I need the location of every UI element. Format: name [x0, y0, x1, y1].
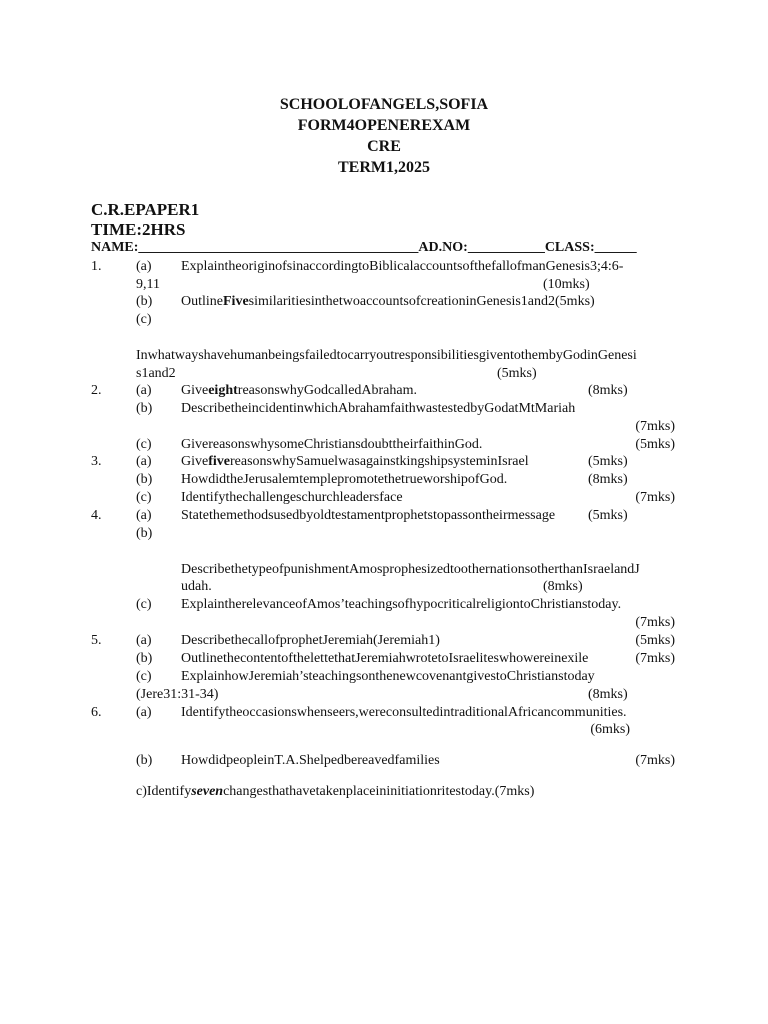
- q6a-text: Identifytheoccasionswhenseers,wereconsultedintraditionalAfricancommunities.: [181, 705, 627, 720]
- q4a-marks: (5mks): [588, 508, 628, 523]
- exam-title: FORM4OPENEREXAM: [297, 117, 471, 134]
- q6c-text: c)Identifysevenchangesthathavetakenplaceininitiationritestoday.(7mks): [136, 784, 535, 799]
- q4-number: 4.: [91, 508, 102, 523]
- q2a-label: (a): [136, 383, 152, 398]
- q5c-text: ExplainhowJeremiah’steachingsonthenewcovenantgivestoChristianstoday: [181, 669, 595, 684]
- q3b-text: HowdidtheJerusalemtemplepromotethetrueworshipofGod.: [181, 472, 508, 487]
- q3b-label: (b): [136, 472, 153, 487]
- q3c-label: (c): [136, 490, 152, 505]
- q1c-text-cont: s1and2: [136, 366, 176, 381]
- q3c-marks: (7mks): [635, 490, 675, 505]
- q5a-text: DescribethecallofprophetJeremiah(Jeremiah1): [181, 633, 440, 648]
- q5c-text-cont: (Jere31:31-34): [136, 687, 219, 702]
- q2b-label: (b): [136, 401, 153, 416]
- q3-number: 3.: [91, 454, 102, 469]
- q4b-text: DescribethetypeofpunishmentAmosprophesizedtoothernationsotherthanIsraelandJ: [181, 562, 640, 577]
- q3a-label: (a): [136, 454, 152, 469]
- q4b-label: (b): [136, 526, 153, 541]
- q6a-label: (a): [136, 705, 152, 720]
- q1b-text: OutlineFivesimilaritiesinthetwoaccountsofcreationinGenesis1and2(5mks): [181, 294, 595, 309]
- q1c-marks: (5mks): [497, 366, 537, 381]
- q2c-text: GivereasonswhysomeChristiansdoubttheirfaithinGod.: [181, 437, 483, 452]
- q6b-marks: (7mks): [635, 753, 675, 768]
- q2a-marks: (8mks): [588, 383, 628, 398]
- q1b-label: (b): [136, 294, 153, 309]
- q2-number: 2.: [91, 383, 102, 398]
- paper-title: C.R.EPAPER1: [91, 200, 200, 219]
- q1a-text: ExplaintheoriginofsinaccordingtoBiblicalaccountsofthefallofmanGenesis3;4:6-: [181, 259, 624, 274]
- q4a-text: Statethemethodsusedbyoldtestamentprophetstopassontheirmessage: [181, 508, 556, 523]
- q2c-label: (c): [136, 437, 152, 452]
- school-name: SCHOOLOFANGELS,SOFIA: [279, 96, 489, 113]
- q1a-label: (a): [136, 259, 152, 274]
- q4b-marks: (8mks): [543, 579, 583, 594]
- q1c-text: InwhatwayshavehumanbeingsfailedtocarryoutresponsibilitiesgiventothembyGodinGenesi: [136, 348, 637, 363]
- subject-title: CRE: [367, 138, 401, 155]
- q5-number: 5.: [91, 633, 102, 648]
- q5a-marks: (5mks): [635, 633, 675, 648]
- q5b-text: OutlinethecontentofthelettethatJeremiahwrotetoIsraeliteswhowereinexile: [181, 651, 589, 666]
- q1c-label: (c): [136, 312, 152, 327]
- q1-number: 1.: [91, 259, 102, 274]
- q6b-label: (b): [136, 753, 153, 768]
- q5c-label: (c): [136, 669, 152, 684]
- q6a-marks: (6mks): [590, 722, 630, 737]
- q6-number: 6.: [91, 705, 102, 720]
- q5c-marks: (8mks): [588, 687, 628, 702]
- q2b-text: DescribetheincidentinwhichAbrahamfaithwastestedbyGodatMtMariah: [181, 401, 576, 416]
- name-field-line: NAME:________________________________________AD.NO:___________CLASS:______: [91, 240, 637, 255]
- term-title: TERM1,2025: [338, 159, 430, 176]
- q5a-label: (a): [136, 633, 152, 648]
- q3a-text: GivefivereasonswhySamuelwasagainstkingshipsysteminIsrael: [181, 454, 529, 469]
- q4a-label: (a): [136, 508, 152, 523]
- q5b-marks: (7mks): [635, 651, 675, 666]
- q4b-text-cont: udah.: [181, 579, 212, 594]
- q6b-text: HowdidpeopleinT.A.Shelpedbereavedfamilies: [181, 753, 440, 768]
- q5b-label: (b): [136, 651, 153, 666]
- q3c-text: Identifythechallengeschurchleadersface: [181, 490, 403, 505]
- q2b-marks: (7mks): [635, 419, 675, 434]
- q1a-text-cont: 9,11: [136, 277, 160, 292]
- q2c-marks: (5mks): [635, 437, 675, 452]
- q4c-label: (c): [136, 597, 152, 612]
- q4c-text: ExplaintherelevanceofAmos’teachingsofhypocriticalreligiontoChristianstoday.: [181, 597, 622, 612]
- q3a-marks: (5mks): [588, 454, 628, 469]
- paper-time: TIME:2HRS: [91, 220, 186, 239]
- q1a-marks: (10mks): [543, 277, 590, 292]
- q3b-marks: (8mks): [588, 472, 628, 487]
- q4c-marks: (7mks): [635, 615, 675, 630]
- q2a-text: GiveeightreasonswhyGodcalledAbraham.: [181, 383, 417, 398]
